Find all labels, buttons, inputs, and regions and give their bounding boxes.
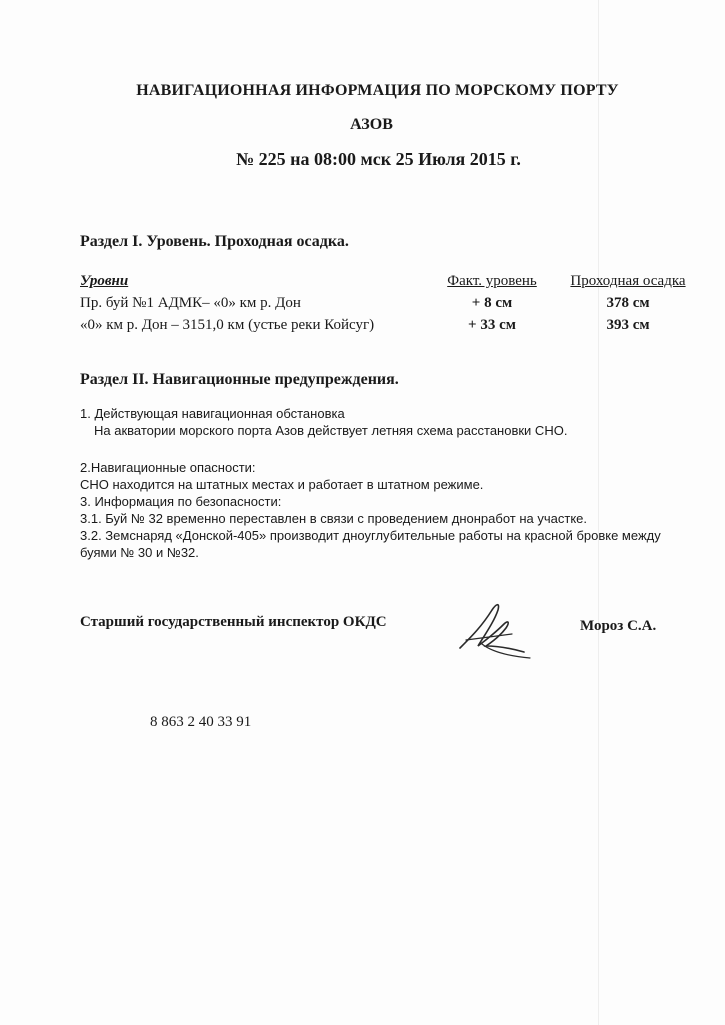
column-header-actual-level: Факт. уровень [447, 273, 537, 289]
signer-position: Старший государственный инспектор ОКДС [80, 614, 387, 630]
row-actual-level: + 33 см [468, 317, 516, 333]
section2-heading: Раздел II. Навигационные предупреждения. [80, 371, 399, 388]
warning-item-1 [80, 405, 700, 439]
table-header-row [80, 270, 700, 292]
warning-item-1-text: На акватории морского порта Азов действует летняя схема расстановки СНО. [94, 423, 568, 438]
warning-item-3-2: 3.2. Земснаряд «Донской-405» производит дноуглубительные работы на красной бровке между буями № 30 и №32. [80, 528, 661, 560]
bulletin-number-date: № 225 на 08:00 мск 25 Июля 2015 г. [236, 149, 521, 169]
row-section-name: «0» км р. Дон – 3151,0 км (устье реки Койсуг) [80, 317, 375, 333]
signer-name: Мороз С.А. [580, 618, 657, 634]
warning-item-3-1: 3.1. Буй № 32 временно переставлен в связи с проведением днонработ на участке. [80, 511, 588, 526]
warning-item-1-title: 1. Действующая навигационная обстановка [80, 406, 345, 421]
row-actual-level: + 8 см [471, 295, 513, 311]
row-section-name: Пр. буй №1 АДМК– «0» км р. Дон [80, 295, 301, 311]
port-name: АЗОВ [350, 116, 393, 133]
table-row [80, 292, 700, 314]
document-title: НАВИГАЦИОННАЯ ИНФОРМАЦИЯ ПО МОРСКОМУ ПОРТУ [136, 82, 619, 99]
warning-item-2-3 [80, 459, 700, 561]
warning-item-2-text: СНО находится на штатных местах и работает в штатном режиме. [80, 477, 484, 492]
levels-table [80, 270, 700, 336]
handwritten-signature [452, 596, 538, 666]
contact-phone: 8 863 2 40 33 91 [150, 714, 252, 730]
table-row [80, 314, 700, 336]
warning-item-2-title: 2.Навигационные опасности: [80, 460, 256, 475]
row-draft: 378 см [606, 295, 650, 311]
column-header-draft: Проходная осадка [570, 273, 686, 289]
column-header-levels: Уровни [80, 273, 129, 289]
signature-block [80, 614, 680, 664]
warning-item-3-title: 3. Информация по безопасности: [80, 494, 282, 509]
section1-heading: Раздел I. Уровень. Проходная осадка. [80, 233, 349, 250]
row-draft: 393 см [606, 317, 650, 333]
